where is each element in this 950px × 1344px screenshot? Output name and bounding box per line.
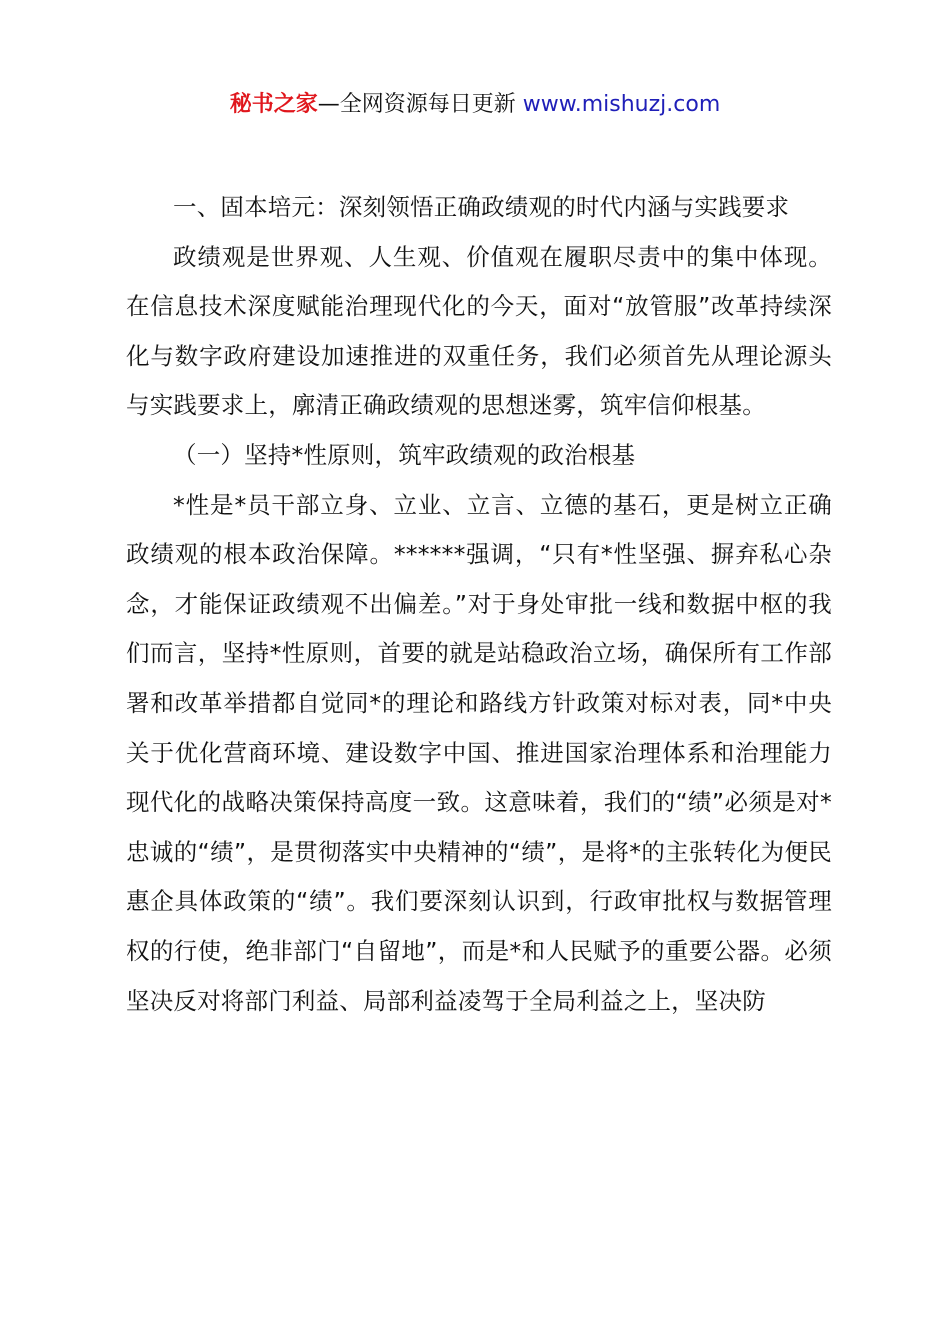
- site-url-link[interactable]: www.mishuzj.com: [522, 92, 721, 117]
- site-header: [0, 88, 950, 122]
- body-paragraph: *性是*员干部立身、立业、立言、立德的基石，更是树立正确政绩观的根本政治保障。******强调，“只有*性坚强、摒弃私心杂念，才能保证政绩观不出偏差。”对于身处审批一线和数据中枢的我们而言，坚持*性原则，首要的就是站稳政治立场，确保所有工作部署和改革举措都自觉同*的理论和路线方针政策对标对表，同*中央关于优化营商环境、建设数字中国、推进国家治理体系和治理能力现代化的战略决策保持高度一致。这意味着，我们的“绩”必须是对*忠诚的“绩”，是贯彻落实中央精神的“绩”，是将*的主张转化为便民惠企具体政策的“绩”。我们要深刻认识到，行政审批权与数据管理权的行使，绝非部门“自留地”，而是*和人民赋予的重要公器。必须坚决反对将部门利益、局部利益凌驾于全局利益之上，坚决防: [126, 490, 832, 1015]
- brand-name: 秘书之家: [229, 92, 318, 117]
- header-tagline: —全网资源每日更新: [317, 92, 523, 117]
- document-body: [126, 183, 832, 1026]
- intro-paragraph: 政绩观是世界观、人生观、价值观在履职尽责中的集中体现。在信息技术深度赋能治理现代化的今天，面对“放管服”改革持续深化与数字政府建设加速推进的双重任务，我们必须首先从理论源头与实践要求上，廓清正确政绩观的思想迷雾，筑牢信仰根基。: [126, 242, 832, 420]
- section-heading: 一、固本培元：深刻领悟正确政绩观的时代内涵与实践要求: [173, 193, 790, 221]
- subsection-heading: （一）坚持*性原则，筑牢政绩观的政治根基: [173, 440, 636, 469]
